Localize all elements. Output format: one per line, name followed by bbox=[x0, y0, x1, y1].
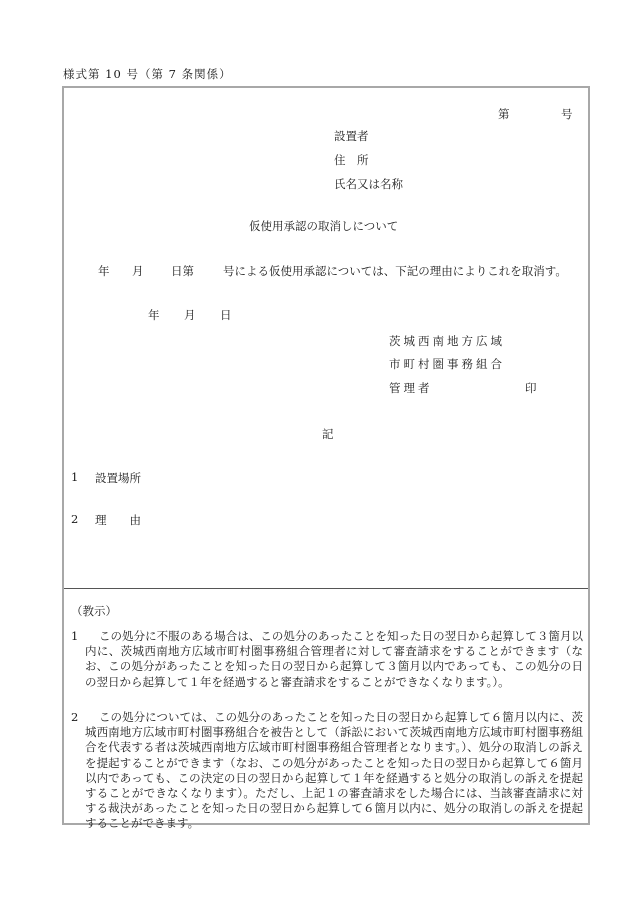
date-year: 年 bbox=[148, 308, 160, 322]
date-day: 日 bbox=[220, 308, 232, 322]
document-title: 仮使用承認の取消しについて bbox=[249, 219, 399, 233]
date-month: 月 bbox=[184, 308, 196, 322]
instruction-paragraph-2 bbox=[71, 710, 583, 832]
document-number-suffix: 号 bbox=[561, 107, 573, 121]
seal-mark: 印 bbox=[525, 381, 537, 395]
issuer-line2: 市町村圏事務組合 bbox=[389, 357, 505, 371]
installer-label: 設置者 bbox=[334, 129, 369, 143]
body-sentence: 号による仮使用承認については、下記の理由によりこれを取消す。 bbox=[223, 264, 567, 278]
body-day-no: 日第 bbox=[171, 264, 194, 278]
instruction-1-text: この処分に不服のある場合は、この処分のあったことを知った日の翌日から起算して３箇月以内に、茨城西南地方広域市町村圏事務組合管理者に対して審査請求をすることができます（なお、この処分があったことを知った日の翌日から起算して３箇月以内であっても、この処分の日の翌日から起算して１年を経過すると審査請求をすることができなくなります。）。 bbox=[85, 629, 583, 689]
document-number-prefix: 第 bbox=[498, 107, 510, 121]
issuer-title: 管理者 bbox=[389, 381, 433, 395]
address-label: 住 所 bbox=[334, 153, 369, 167]
item-2-number: 2 bbox=[71, 512, 79, 526]
item-1-label: 設置場所 bbox=[95, 471, 141, 485]
item-1-number: 1 bbox=[71, 470, 79, 484]
body-year: 年 bbox=[98, 264, 110, 278]
instruction-1-number: 1 bbox=[71, 629, 79, 643]
ki-heading: 記 bbox=[322, 427, 334, 441]
body-month: 月 bbox=[132, 264, 144, 278]
name-label: 氏名又は名称 bbox=[334, 177, 403, 191]
item-2-label: 理 由 bbox=[95, 513, 141, 527]
instruction-2-text: この処分については、この処分のあったことを知った日の翌日から起算して６箇月以内に、茨城西南地方広域市町村圏事務組合を被告として（訴訟において茨城西南地方広域市町村圏事務組合を代表する者は茨城西南地方広域市町村圏事務組合管理者となります。）、処分の取消しの訴えを提起することができます（なお、この処分があったことを知った日の翌日から起算して６箇月以内であっても、この決定の日の翌日から起算して１年を経過すると処分の取消しの訴えを提起することができなくなります）。ただし、上記１の審査請求をした場合には、当該審査請求に対する裁決があったことを知った日の翌日から起算して６箇月以内に、処分の取消しの訴えを提起することができます。 bbox=[85, 710, 583, 831]
section-divider bbox=[64, 588, 588, 589]
issuer-line1: 茨城西南地方広域 bbox=[389, 334, 505, 348]
instruction-2-number: 2 bbox=[71, 710, 79, 724]
instruction-paragraph-1 bbox=[71, 629, 583, 690]
instruction-heading: （教示） bbox=[71, 604, 117, 618]
form-box bbox=[62, 86, 590, 831]
form-number-label: 様式第 10 号（第 7 条関係） bbox=[63, 67, 232, 81]
